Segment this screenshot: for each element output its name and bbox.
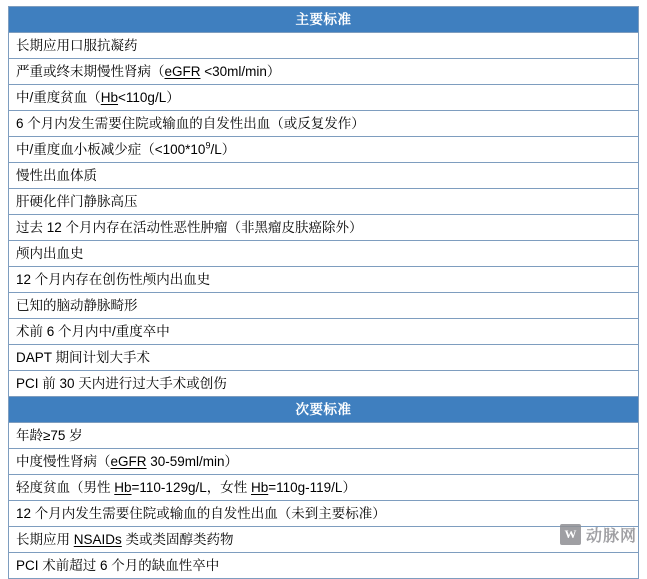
- table-row: 中/重度贫血（Hb<110g/L）: [9, 85, 638, 111]
- table-row: 12 个月内存在创伤性颅内出血史: [9, 267, 638, 293]
- table-row: DAPT 期间计划大手术: [9, 345, 638, 371]
- table-row: 中度慢性肾病（eGFR 30-59ml/min）: [9, 449, 638, 475]
- table-row: PCI 术前超过 6 个月的缺血性卒中: [9, 553, 638, 579]
- table-row: 颅内出血史: [9, 241, 638, 267]
- table-row: 过去 12 个月内存在活动性恶性肿瘤（非黑瘤皮肤癌除外）: [9, 215, 638, 241]
- table-row: 中/重度血小板减少症$(<100*10^9/L)$: [9, 137, 638, 163]
- table-row: 长期应用 NSAIDs 类或类固醇类药物: [9, 527, 638, 553]
- watermark: [560, 523, 637, 546]
- watermark-logo-icon: W: [560, 524, 581, 545]
- table-row: 慢性出血体质: [9, 163, 638, 189]
- table-row: 年龄≥75 岁: [9, 423, 638, 449]
- table-section-header-primary: 主要标准: [9, 7, 638, 33]
- criteria-table: [8, 6, 639, 579]
- table-row: 严重或终末期慢性肾病（eGFR <30ml/min）: [9, 59, 638, 85]
- table-row: 已知的脑动静脉畸形: [9, 293, 638, 319]
- table-row: 轻度贫血（男性 Hb=110-129g/L，女性 Hb=110g-119/L）: [9, 475, 638, 501]
- table-row: 12 个月内发生需要住院或输血的自发性出血（未到主要标准）: [9, 501, 638, 527]
- table-section-header-secondary: 次要标准: [9, 397, 638, 423]
- table-row: 6 个月内发生需要住院或输血的自发性出血（或反复发作）: [9, 111, 638, 137]
- watermark-text: 动脉网: [585, 528, 637, 545]
- table-row: PCI 前 30 天内进行过大手术或创伤: [9, 371, 638, 397]
- table-row: 术前 6 个月内中/重度卒中: [9, 319, 638, 345]
- table-row: 肝硬化伴门静脉高压: [9, 189, 638, 215]
- table-row: 长期应用口服抗凝药: [9, 33, 638, 59]
